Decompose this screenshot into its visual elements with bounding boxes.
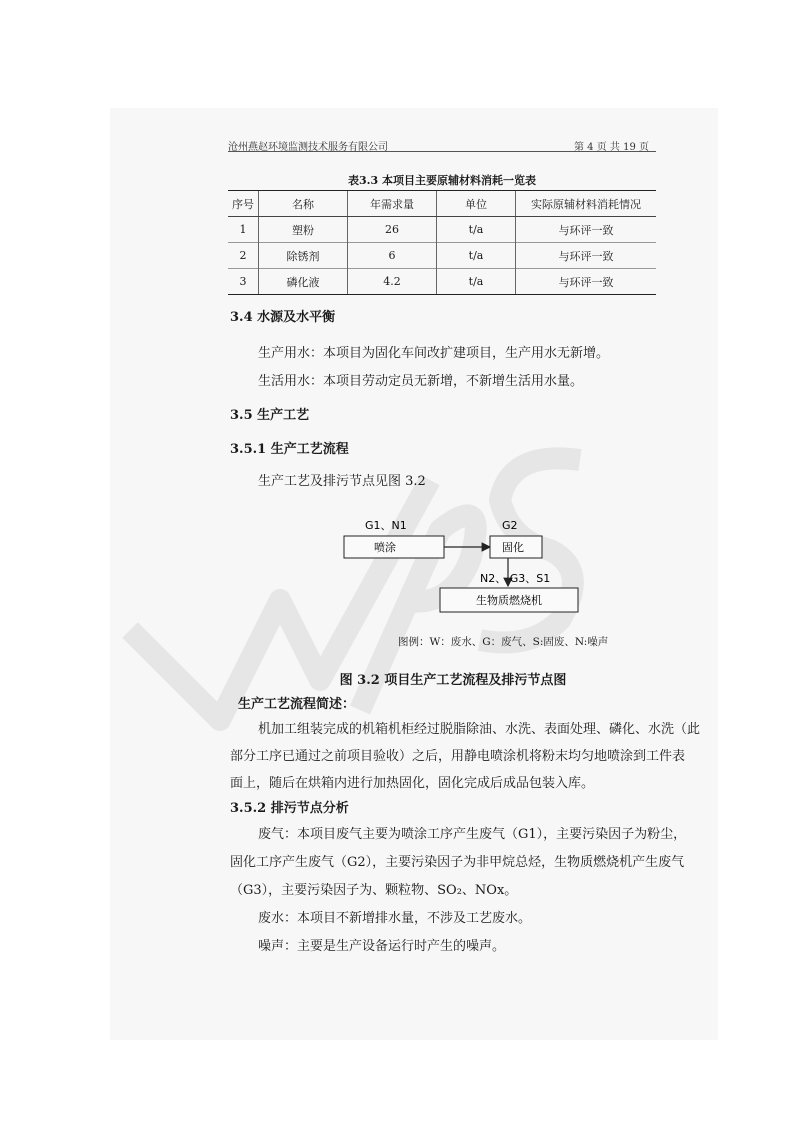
wastewater-paragraph: 废水：本项目不新增排水量，不涉及工艺废水。 [258,911,532,926]
cure-emission-label: G2 [502,519,518,532]
header-company: 沧州燕赵环境监测技术服务有限公司 [228,142,388,153]
noise-paragraph: 噪声：主要是生产设备运行时产生的噪声。 [258,939,506,954]
table-cell: 26 [348,217,437,243]
table-cell: t/a [437,243,516,269]
section-heading-3-5-1: 3.5.1 生产工艺流程 [230,442,349,457]
burner-emission-label: N2、 G3、S1 [480,572,551,585]
table-cell: 塑粉 [259,217,348,243]
cure-label: 固化 [502,541,524,554]
process-description-line-2: 部分工序已通过之前项目验收）之后，用静电喷涂机将粉末均匀地喷涂到工件表 [230,749,686,764]
table-cell: 与环评一致 [516,269,657,295]
process-description-line-3: 面上，随后在烘箱内进行加热固化，固化完成后成品包装入库。 [230,776,595,791]
table-cell: 4.2 [348,269,437,295]
process-description-heading: 生产工艺流程简述： [238,697,356,712]
table-cell: 3 [228,269,259,295]
table-cell: 除锈剂 [259,243,348,269]
diagram-legend: 图例：W：废水、G：废气、S:固废、N:噪声 [398,636,609,648]
column-header: 序号 [228,191,259,217]
section-heading-3-5-2: 3.5.2 排污节点分析 [230,801,349,816]
table-cell: t/a [437,217,516,243]
process-description-line-1: 机加工组装完成的机箱机柜经过脱脂除油、水洗、表面处理、磷化、水洗（此 [258,722,701,737]
table-row [228,217,656,243]
section-heading-3-4: 3.4 水源及水平衡 [230,310,336,325]
header-rule [228,151,656,152]
column-header: 年需求量 [348,191,437,217]
spray-emission-label: G1、N1 [365,519,407,532]
paragraph-production-water: 生产用水：本项目为固化车间改扩建项目，生产用水无新增。 [258,346,610,361]
table-cell: 1 [228,217,259,243]
section-heading-3-5: 3.5 生产工艺 [230,408,310,423]
column-header: 实际原辅材料消耗情况 [516,191,657,217]
table-row [228,269,656,295]
table-cell: 磷化液 [259,269,348,295]
burner-label: 生物质燃烧机 [476,594,542,607]
column-header: 单位 [437,191,516,217]
table-cell: 6 [348,243,437,269]
table-cell: t/a [437,269,516,295]
exhaust-gas-line-3: （G3），主要污染因子为、颗粒物、SO₂、NOx。 [230,883,518,898]
paragraph-domestic-water: 生活用水：本项目劳动定员无新增，不新增生活用水量。 [258,374,584,389]
figure-caption: 图 3.2 项目生产工艺流程及排污节点图 [339,673,567,688]
table-cell: 2 [228,243,259,269]
table-cell: 与环评一致 [516,217,657,243]
spray-label: 喷涂 [374,541,396,554]
process-flow-diagram [330,510,600,620]
exhaust-gas-line-2: 固化工序产生废气（G2），主要污染因子为非甲烷总烃，生物质燃烧机产生废气 [230,855,685,870]
exhaust-gas-line-1: 废气：本项目废气主要为喷涂工序产生废气（G1），主要污染因子为粉尘， [258,827,687,842]
table-row [228,243,656,269]
table-header-row [228,191,656,217]
header-page-number: 第 4 页 共 19 页 [574,142,649,153]
column-header: 名称 [259,191,348,217]
materials-table [228,190,656,295]
table-caption: 表3.3 本项目主要原辅材料消耗一览表 [348,174,536,187]
table-cell: 与环评一致 [516,243,657,269]
paragraph-flow-intro: 生产工艺及排污节点见图 3.2 [258,474,426,489]
